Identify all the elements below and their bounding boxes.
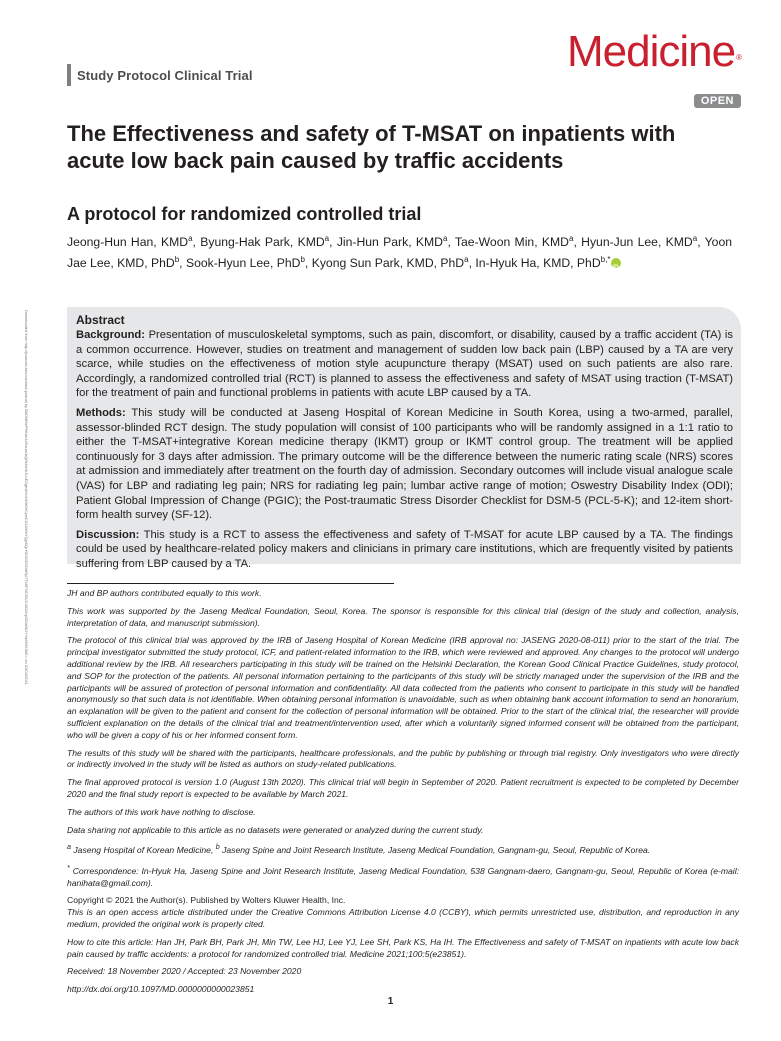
journal-logo	[567, 27, 741, 76]
author-affiliation-sup: a	[188, 234, 193, 243]
abstract-methods-label: Methods:	[76, 406, 126, 419]
abstract-discussion	[76, 528, 733, 572]
abstract-background-label: Background:	[76, 329, 145, 341]
download-sidebar-text: Downloaded from http://journals.lww.com/md-journal by BhDMf5ePHKav1zEoum1tQfN4a+kJLhEZgbsIHo4XMi0hCywCX1AWnYQp/IlQrHD3i3D0OdRyi7TvSFl4Cf3VC4/OAVpDDa8K2+Ya6H515kE= on 03/04/2021	[24, 310, 29, 685]
author-name: Tae-Woon Min, KMD	[454, 235, 569, 250]
footnote-data-sharing: Data sharing not applicable to this article as no datasets were generated or analyzed during the current study.	[67, 824, 484, 835]
footnote-version: The final approved protocol is version 1.0 (August 13th 2020). This clinical trial will begin in September of 2020. Patient recruitment is expected to be completed by December 2020 and the final study report is expected to be available by March 2021.	[67, 777, 739, 799]
orcid-icon[interactable]	[611, 258, 621, 268]
page-number: 1	[387, 996, 394, 1007]
author-name: Jeong-Hun Han, KMD	[67, 235, 189, 250]
abstract-methods	[76, 406, 733, 523]
author-entry	[455, 235, 574, 249]
author-name: Byung-Hak Park, KMD	[200, 235, 325, 250]
abstract-methods-text: This study will be conducted at Jaseng Hospital of Korean Medicine in South Korea, using a two-armed, parallel, assessor-blinded RCT design. The study population will consist of 100 participants who will be randomly assigned in a 1:1 ratio to either the T-MSAT+integrative Korean medicine therapy (IKMT) group or IKMT control group. The treatment will be applied continuously for 3 days after admission. The primary outcome will be the difference between the numeric rating scale (NRS) scores at admission and immediately after treatment on the fourth day of admission. Secondary outcomes will include visual analogue scale (VAS) for LBP and radiating leg pain; NRS for radiating leg pain; lumbar active range of motion; Oswestry Disability Index (ODI); Patient Global Impression of Change (PGIC); the Post-traumatic Stress Disorder Checklist for DSM-5 (PCL-5-K); and 12-item short-form health survey (SF-12).	[76, 406, 734, 522]
section-bar	[67, 64, 71, 86]
journal-name: Medicine	[567, 27, 736, 76]
author-entry	[67, 235, 193, 249]
footnote-funding: This work was supported by the Jaseng Medical Foundation, Seoul, Korea. The sponsor is responsible for this clinical trial (design of the study and collection, analysis, interpretation of data, and manuscript submission).	[67, 605, 739, 628]
affil-a-sup: a	[67, 843, 71, 852]
footnote-correspondence	[67, 863, 739, 889]
affil-a: Jaseng Hospital of Korean Medicine,	[73, 845, 214, 856]
author-entry	[581, 235, 697, 249]
author-list: Jeong-Hun Han, KMD$^a$, Byung-Hak Park, KMD$^a$, Jin-Hun Park, KMD$^a$, Tae-Woon Min, KMD$^a$, Hyun-Jun Lee, KMD$^a$, Yoon Jae Lee, KMD, PhD$^b$, Sook-Hyun Lee, PhD$^b$, Kyong Sun Park, KMD, PhD$^a$, In-Hyuk Ha, KMD, PhD$^{b,*}$iD	[67, 230, 732, 272]
author-affiliation-sup: a	[442, 234, 448, 243]
abstract-discussion-text: This study is a RCT to assess the effectiveness and safety of T-MSAT for acute LBP caused by a TA. The findings could be used by healthcare-related policy makers and clinicians in primary care institutions, which are frequently visited by patients suffering from LBP caused by a TA.	[76, 528, 733, 570]
footnote-rule	[67, 583, 394, 584]
footnote-contrib: JH and BP authors contributed equally to this work.	[67, 588, 262, 598]
author-name: Kyong Sun Park, KMD, PhD	[311, 256, 465, 271]
footnote-conflict: The authors of this work have nothing to disclose.	[67, 806, 256, 817]
article-subtitle: A protocol for randomized controlled trial	[67, 204, 422, 224]
author-affiliation-sup: b	[300, 255, 305, 265]
open-access-badge: OPEN	[694, 94, 741, 108]
author-entry	[312, 256, 469, 270]
footnote-ethics: The protocol of this clinical trial was approved by the IRB of Jaseng Hospital of Korean Medicine (IRB approval no: JASENG 2020-08-011) prior to the start of the trial. The principal investigator submitted the study protocol, ICF, and patient-related information to the IRB, which were reviewed and approved. Any changes to the protocol will undergo additional review by the IRB. All researchers participating in this study will be trained on the Helsinki Declaration, the Korean Good Clinical Practice Guidelines, study protocol, and SOP for the protection of the patients. All personal information pertaining to the participants of this study will be strictly managed under the supervision of the IRB and the participants will be assured of protection of personal information and confidentiality. All data collected from the patients who consent to participate in this study will be handled anonymously so that such data is not identifiable. When obtaining personal information is unavoidable, such as when obtaining bank account information to send an honorarium, an explanation will be given to the patient and consent for the collection of personal information will be obtained. Prior to the start of the clinical trial, the researcher will provide sufficient explanation on the details of the clinical trial and treatment/intervention used, after which a voluntarily signed informed consent will be obtained from the participant, who will be given a copy of his or her informed consent form.	[67, 635, 739, 740]
affil-b-sup: b	[215, 843, 220, 852]
author-affiliation-sup: b	[174, 255, 180, 265]
author-affiliation-sup: a	[568, 234, 574, 243]
article-title: The Effectiveness and safety of T-MSAT on inpatients with acute low back pain caused by traffic accidents	[67, 121, 676, 173]
author-entry	[200, 235, 329, 249]
author-name: Sook-Hyun Lee, PhD	[185, 256, 301, 271]
section-label-text: Study Protocol Clinical Trial	[77, 67, 253, 83]
abstract-box	[67, 307, 741, 570]
footnote-copyright: Copyright © 2021 the Author(s). Published by Wolters Kluwer Health, Inc.	[67, 895, 346, 906]
author-affiliation-sup: b,*	[600, 255, 611, 265]
author-entry	[337, 235, 448, 249]
abstract-discussion-label: Discussion:	[76, 528, 140, 541]
affil-b: Jaseng Spine and Joint Research Institute, Jaseng Medical Foundation, Gangnam-gu, Seoul, Republic of Korea.	[222, 845, 651, 856]
abstract-heading: Abstract	[76, 313, 125, 327]
author-entry	[186, 256, 305, 270]
author-entry	[475, 256, 610, 270]
correspondence-text: Correspondence: In-Hyuk Ha, Jaseng Spine and Joint Research Institute, Jaseng Medical Foundation, 538 Gangnam-daero, Gangnam-gu, Seoul, Republic of Korea (e-mail: hanihata@gmail.com).	[67, 865, 739, 888]
section-label	[67, 64, 253, 86]
author-affiliation-sup: a	[324, 234, 330, 243]
author-name: Yoon Jae Lee, KMD, PhD	[67, 235, 733, 271]
footnotes	[67, 588, 739, 1002]
abstract-background	[76, 328, 733, 401]
footnote-results: The results of this study will be shared with the participants, healthcare professionals, and the public by publishing or through trial registry. Only investigators who were directly or indirectly involved in the study will be listed as authors on study-related publications.	[67, 747, 739, 770]
footnote-citation: How to cite this article: Han JH, Park BH, Park JH, Min TW, Lee HJ, Lee YJ, Lee SH, Park KS, Ha IH. The Effectiveness and safety of T-MSAT on inpatients with acute low back pain caused by traffic accidents: a protocol for randomized controlled trial. Medicine 2021;100:5(e23851).	[67, 936, 739, 959]
abstract-background-text: Presentation of musculoskeletal symptoms, such as pain, discomfort, or disability, caused by a traffic accident (TA) is a common occurrence. However, studies on treatment and management of sudden low back pain (LBP) caused by a TA are very scarce, while studies on the effectiveness of motion style acupuncture therapy (MSAT) used on such patients are also rare. Accordingly, a randomized controlled trial (RCT) is planned to assess the effectiveness and safety of MSAT using traction (T-MSAT) for the treatment of pain and functional problems in patients with acute LBP caused by a TA.	[76, 329, 733, 400]
corr-sup: *	[67, 864, 70, 872]
journal-registered-mark: ®	[736, 53, 741, 62]
author-affiliation-sup: a	[692, 234, 698, 243]
author-affiliation-sup: a	[464, 255, 469, 265]
author-name: Jin-Hun Park, KMD	[336, 235, 443, 250]
footnote-affiliations	[67, 842, 739, 857]
footnote-dates: Received: 18 November 2020 / Accepted: 23 November 2020	[67, 966, 302, 977]
footnote-doi[interactable]: http://dx.doi.org/10.1097/MD.0000000000023851	[67, 984, 255, 995]
footnote-license: This is an open access article distributed under the Creative Commons Attribution License 4.0 (CCBY), which permits unrestricted use, distribution, and reproduction in any medium, provided the original work is properly cited.	[67, 907, 739, 930]
author-name: Hyun-Jun Lee, KMD	[581, 235, 693, 250]
author-name: In-Hyuk Ha, KMD, PhD	[475, 256, 601, 271]
